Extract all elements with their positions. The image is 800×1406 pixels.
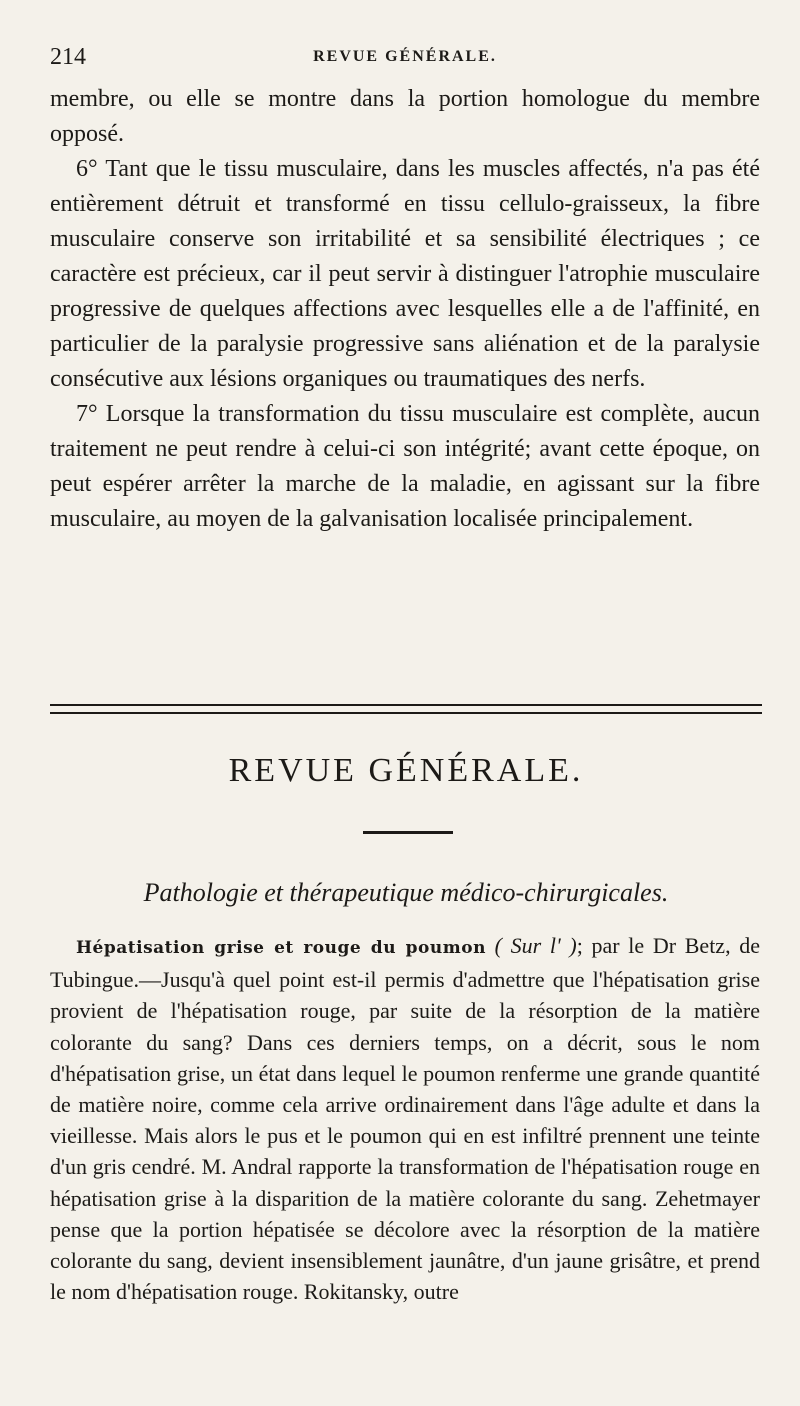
article-heading: Hépatisation grise et rouge du poumon — [76, 938, 486, 958]
article-paragraph — [50, 930, 760, 1307]
article-source: ( Sur l' ) — [494, 933, 577, 958]
page-number: 214 — [50, 44, 86, 70]
short-rule-divider — [363, 831, 453, 834]
section-title: REVUE GÉNÉRALE. — [228, 752, 584, 789]
article-author: ; par le Dr Betz, de Tubingue. — [50, 933, 761, 993]
paragraph-point-7: 7° Lorsque la transformation du tissu musculaire est complète, aucun traitement ne peut rendre à celui-ci son intégrité; avant cette époque, on peut espérer arrêter la marche de la maladie, en agissant sur la fibre musculaire, au moyen de la galvanisation localisée principalement. — [50, 401, 760, 532]
double-rule-divider — [50, 704, 762, 716]
paragraph-continued: membre, ou elle se montre dans la portion homologue du membre opposé. — [50, 86, 760, 147]
article-body: —Jusqu'à quel point est-il permis d'admettre que l'hépatisation grise provient de l'hépatisation rouge, par suite de la résorption de la matière colorante du sang? Dans ces derniers temps, on a décrit, sous le nom d'hépatisation grise, un état dans lequel le poumon renferme une grande quantité de matière noire, comme cela arrive ordinairement dans l'âge adulte et dans la vieillesse. Mais alors le pus et le poumon qui en est infiltré prennent une teinte d'un gris cendré. M. Andral rapporte la transformation de l'hépatisation rouge en hépatisation grise à la disparition de la matière colorante du sang. Zehetmayer pense que la portion hépatisée se décolore avec la résorption de la matière colorante du sang, devient insensiblement jaunâtre, d'un jaune grisâtre, et prend le nom d'hépatisation rouge. Rokitansky, outre — [50, 967, 760, 1305]
running-title: REVUE GÉNÉRALE. — [313, 48, 497, 65]
intro-text — [50, 82, 760, 537]
paragraph-point-6: 6° Tant que le tissu musculaire, dans les muscles affectés, n'a pas été entièrement détruit et transformé en tissu cellulo-graisseux, la fibre musculaire conserve son irritabilité et sa sensibilité électriques ; ce caractère est précieux, car il peut servir à distinguer l'atrophie musculaire progressive de quelques affections avec lesquelles elle a de l'affinité, en particulier de la paralysie progressive sans aliénation et de la paralysie consécutive aux lésions organiques ou traumatiques des nerfs. — [50, 156, 760, 392]
running-head — [50, 44, 760, 74]
review-article — [50, 930, 760, 1307]
subsection-title: Pathologie et thérapeutique médico-chirurgicales. — [143, 878, 669, 907]
